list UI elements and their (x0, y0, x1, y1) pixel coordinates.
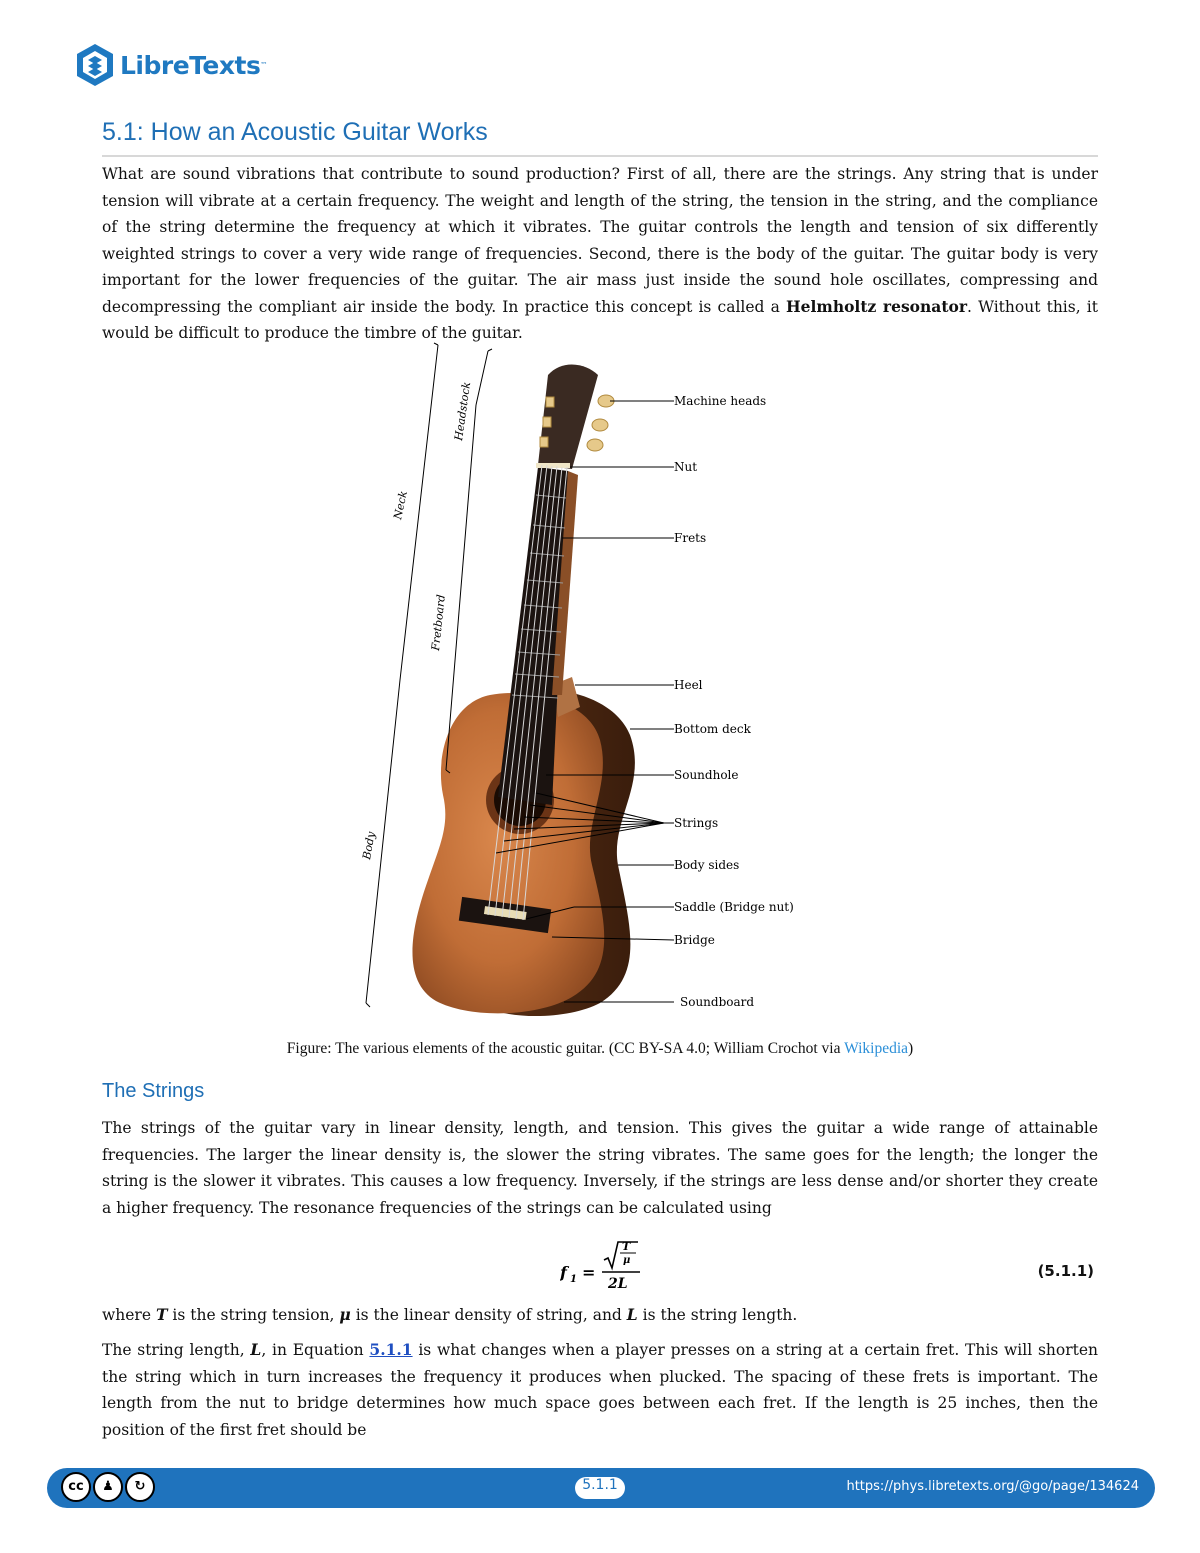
label-soundboard: Soundboard (680, 995, 755, 1009)
equation-link[interactable]: 5.1.1 (369, 1340, 413, 1359)
var-T: T (155, 1305, 168, 1324)
eq-denominator: 2L (608, 1276, 628, 1292)
label-bottom-deck: Bottom deck (674, 722, 751, 736)
equation-graphic (560, 1236, 660, 1296)
label-neck: Neck (391, 489, 410, 521)
logo-text: LibreTexts (120, 50, 261, 80)
libretexts-logo[interactable] (74, 42, 267, 88)
eq-equals: = (582, 1263, 596, 1282)
page-url[interactable]: https://phys.libretexts.org/@go/page/134624 (846, 1479, 1139, 1494)
label-strings: Strings (674, 816, 719, 830)
var-L: L (626, 1305, 638, 1324)
libretexts-hexagon-icon (74, 42, 116, 88)
caption-text: Figure: The various elements of the acoustic guitar. (CC BY-SA 4.0; William Crochot via (286, 1040, 845, 1057)
eq-mu: μ (623, 1255, 631, 1266)
label-frets: Frets (674, 531, 707, 545)
page-number: 5.1.1 (575, 1477, 625, 1499)
where-text-1: where (102, 1306, 156, 1324)
cc-icon: cc (61, 1472, 91, 1502)
eq-T: T (622, 1240, 631, 1253)
wikipedia-link[interactable]: Wikipedia (844, 1040, 909, 1057)
label-soundhole: Soundhole (674, 768, 739, 782)
intro-bold-term: Helmholtz resonator (786, 296, 967, 316)
equation-5-1-1 (560, 1236, 660, 1300)
sa-icon: ↻ (125, 1472, 155, 1502)
label-saddle: Saddle (Bridge nut) (674, 900, 794, 914)
where-paragraph (102, 1302, 1098, 1329)
var-mu: μ (339, 1305, 351, 1324)
footer-bar (47, 1468, 1155, 1508)
where-text-3: is the linear density of string, and (350, 1306, 627, 1324)
label-headstock: Headstock (452, 380, 474, 442)
by-icon: ♟ (93, 1472, 123, 1502)
strings-paragraph: The strings of the guitar vary in linear density, length, and tension. This gives the guitar a wide range of attainable frequencies. The larger the linear density is, the slower the string vibrates. The same goes for the length; the longer the string is the slower it vibrates. This causes a low frequency. Inversely, if the strings are less dense and/or shorter they create a higher frequency. The resonance frequencies of the strings can be calculated using (102, 1119, 1098, 1217)
intro-text-2: . Without this, it would be difficult to produce the timbre of the guitar. (102, 297, 1098, 342)
label-body-sides: Body sides (674, 858, 740, 872)
eq-lhs-sub: 1 (570, 1274, 577, 1285)
page-title: 5.1: How an Acoustic Guitar Works (102, 118, 488, 146)
guitar-nut (536, 463, 570, 468)
label-body: Body (360, 830, 378, 861)
label-heel: Heel (674, 678, 703, 692)
cc-license-badge[interactable] (61, 1472, 155, 1502)
length-text-2: , in Equation (261, 1341, 370, 1359)
where-text-4: is the string length. (637, 1306, 798, 1324)
length-text-1: The string length, (102, 1341, 251, 1359)
label-nut: Nut (674, 460, 698, 474)
equation-label: (5.1.1) (1037, 1262, 1094, 1280)
eq-lhs: f (560, 1263, 567, 1282)
title-divider (102, 155, 1098, 157)
label-fretboard: Fretboard (429, 593, 448, 652)
length-text-3: is what changes when a player presses on a string at a certain fret. This will shorten the string which in turn increases the frequency it produces when plucked. The spacing of these frets is important. The length from the nut to bridge determines how much space goes between each fret. If the length is 25 inches, then the position of the first fret should be (102, 1341, 1099, 1439)
intro-text-1: What are sound vibrations that contribute to sound production? First of all, there are the strings. Any string that is under tension will vibrate at a certain frequency. The weight and length of the string, the tension in the string, and the compliance of the string determine the frequency at which it vibrates. The guitar controls the length and tension of six differently weighted strings to cover a very wide range of frequencies. Second, there is the body of the guitar. The guitar body is very important for the lower frequencies of the guitar. The air mass just inside the sound hole oscillates, compressing and decompressing the compliant air inside the body. In practice this concept is called a (102, 165, 1098, 316)
label-machine-heads: Machine heads (674, 394, 767, 408)
logo-tm: ™ (260, 61, 268, 69)
figure-caption (0, 1040, 1200, 1058)
var-L-2: L (250, 1340, 262, 1359)
label-bridge: Bridge (674, 933, 715, 947)
intro-paragraph (102, 161, 1098, 347)
caption-end: ) (908, 1040, 914, 1057)
length-paragraph (102, 1337, 1098, 1443)
section-heading-strings: The Strings (102, 1080, 205, 1102)
guitar-diagram (300, 335, 920, 1035)
where-text-2: is the string tension, (167, 1306, 340, 1324)
